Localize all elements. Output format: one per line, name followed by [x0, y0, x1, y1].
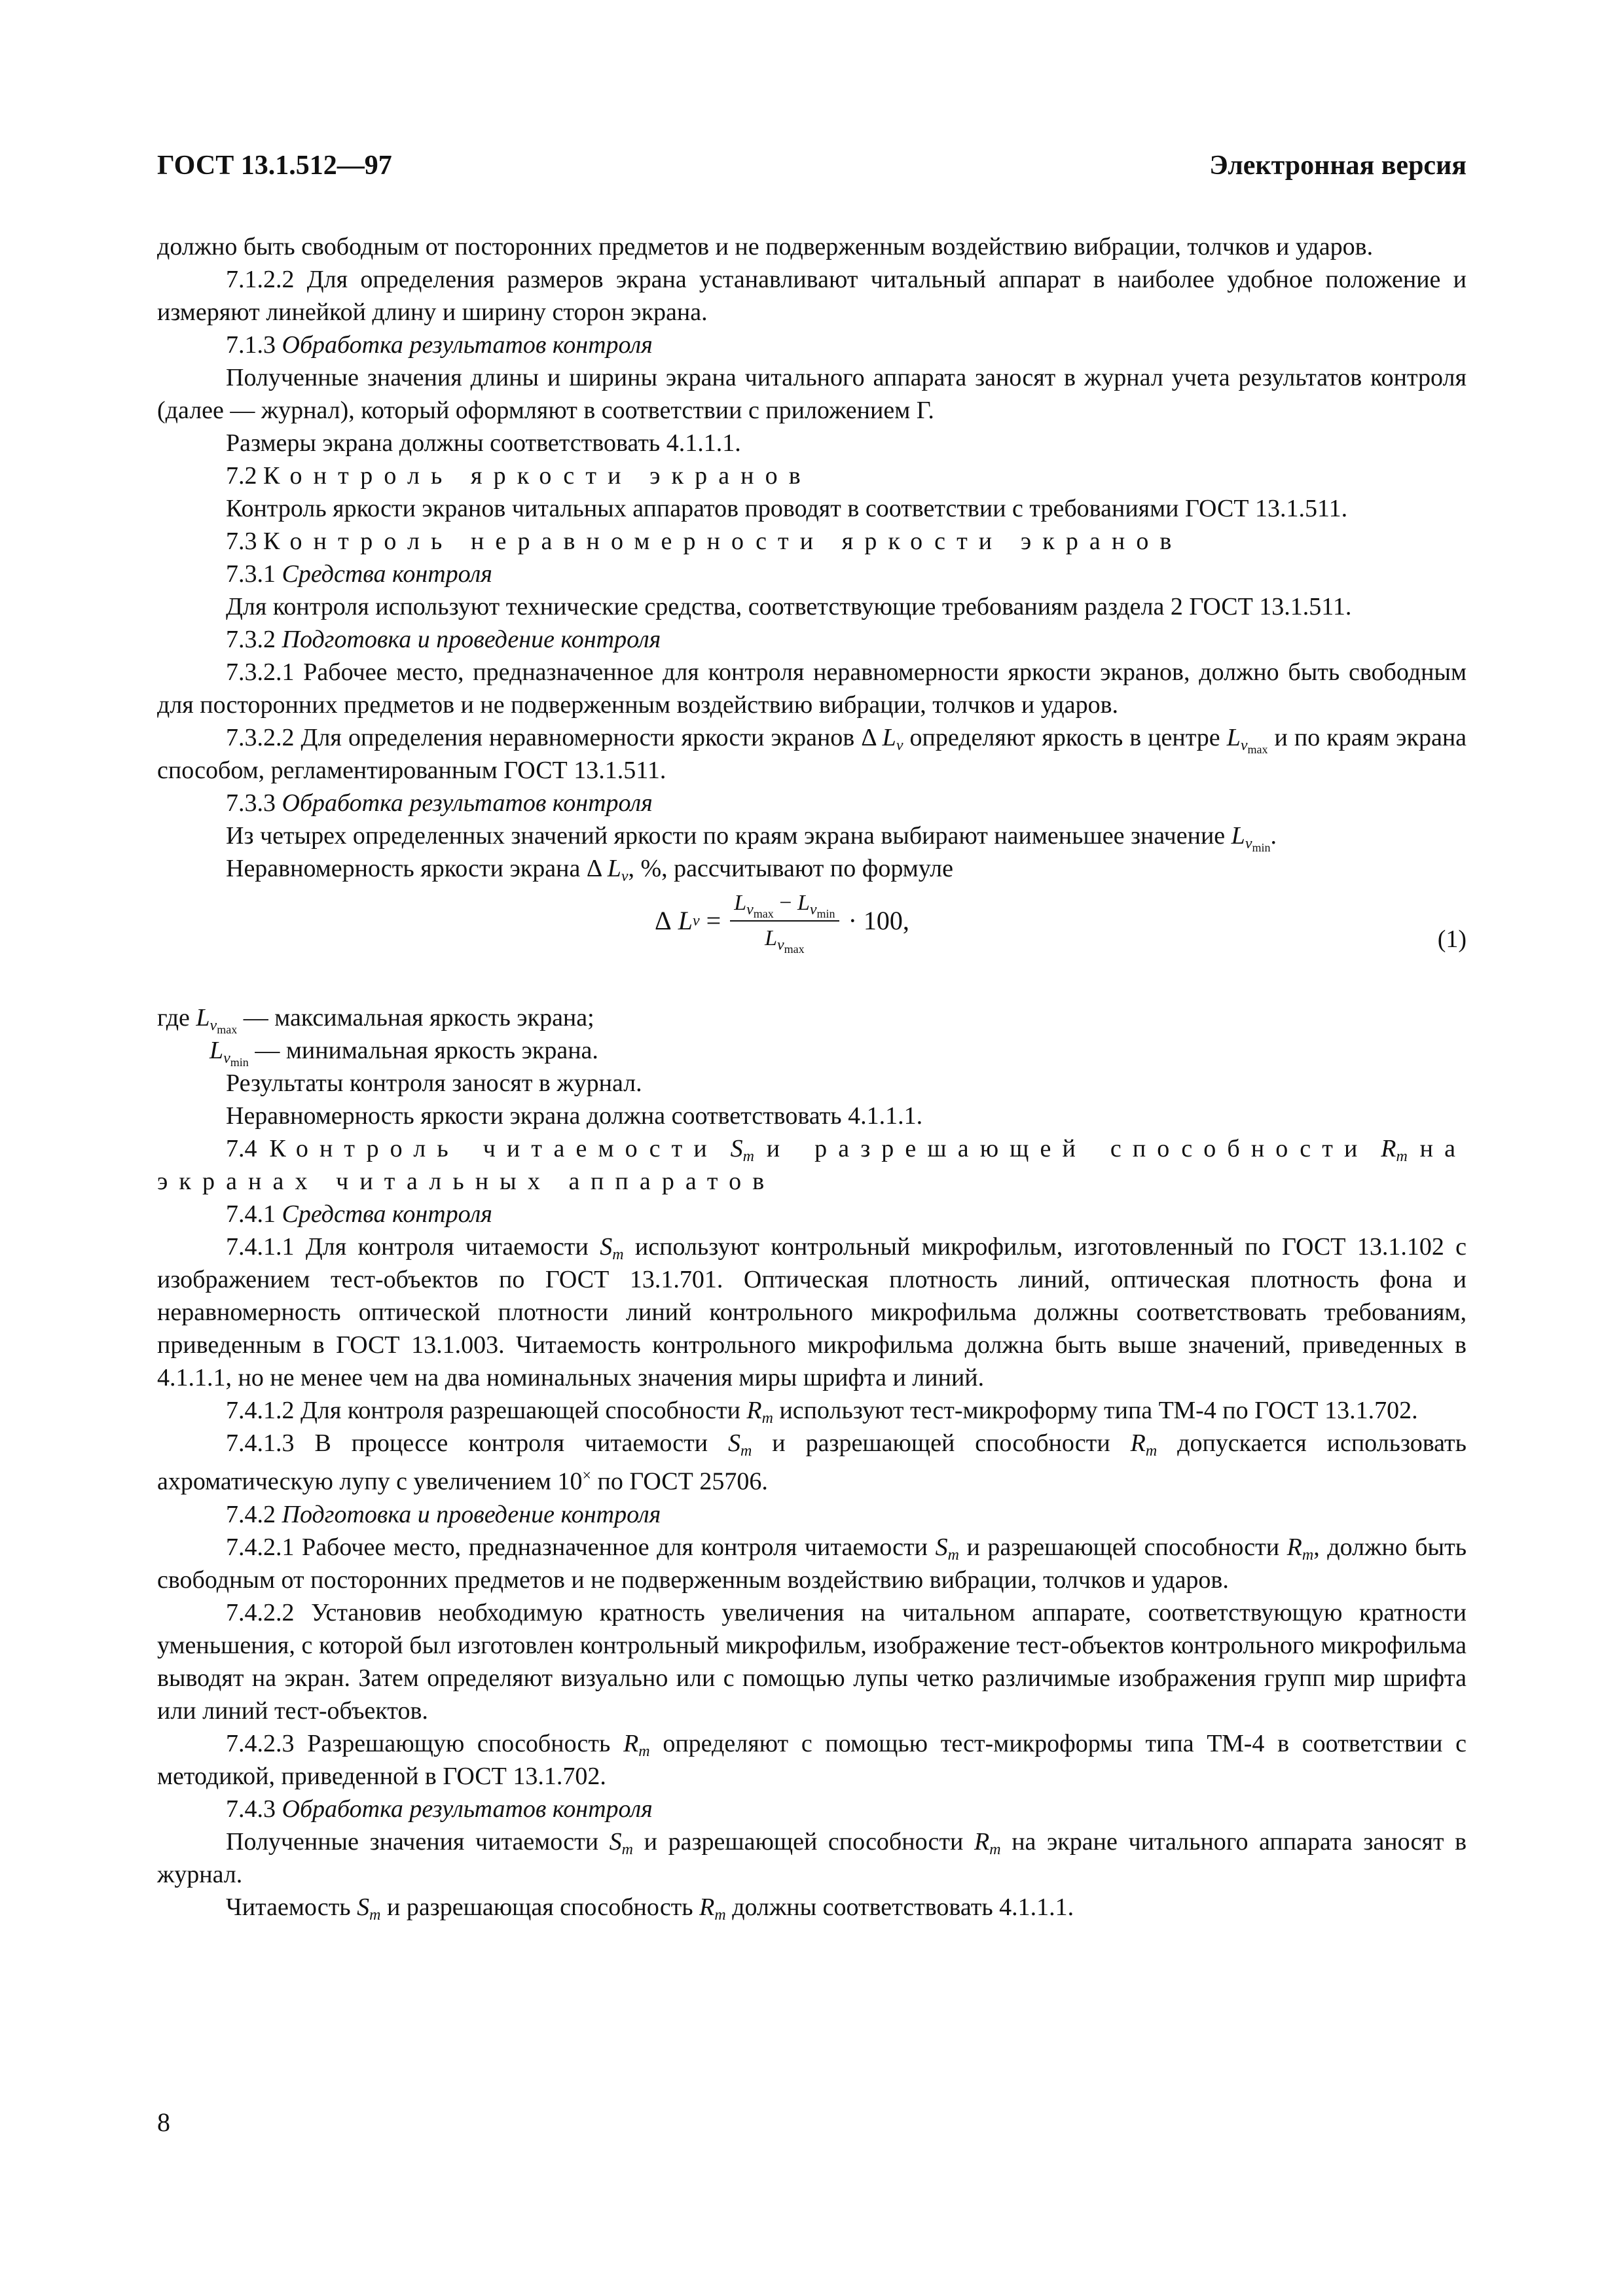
paragraph: 7.3.2.2 Для определения неравномерности яркости экранов Δ $L_v$ определяют яркость в центре $L_{v_{max}}$ и по краям экрана способом, регламентированным ГОСТ 13.1.511. — [157, 724, 1467, 784]
paragraph: Неравномерность яркости экрана Δ $L_v$, %, рассчитывают по формуле — [226, 855, 953, 885]
definition: $L_{v_{min}}$ — минимальная яркость экрана. — [210, 1037, 598, 1069]
paragraph: 7.4.2.1 Рабочее место, предназначенное для контроля читаемости $S_m$ и разрешающей способности $R_m$, должно быть свободным от посторонних предметов и не подверженным воздействию вибрации, толчков и ударов. — [157, 1533, 1467, 1594]
subsection-heading: 7.3.3 Обработка результатов контроля — [226, 789, 653, 817]
subsection-heading: 7.1.3 Обработка результатов контроля — [226, 331, 653, 359]
edition-label: Электронная версия — [1209, 151, 1467, 181]
equation-number: (1) — [1437, 925, 1467, 953]
numerator: $L_{v_{max}} - L_{v_{min}}$ — [730, 889, 839, 922]
formula-1 — [157, 885, 1467, 1001]
paragraph: 7.4.2.3 Разрешающую способность $R_m$ определяют с помощью тест-микроформы типа ТМ-4 в соответствии с методикой, приведенной в ГОСТ 13.1.702. — [157, 1729, 1467, 1790]
paragraph: Результаты контроля заносят в журнал. — [226, 1069, 642, 1097]
paragraph: 7.4.1.2 Для контроля разрешающей способности $R_m$ используют тест-микроформу типа ТМ-4 по ГОСТ 13.1.702. — [226, 1397, 1418, 1427]
formula-expression: Δ L v = $\frac{L_{v_{max}} - L_{v_{min}}}{L_{v_{max}}}$ · 100, — [655, 889, 909, 953]
paragraph: Из четырех определенных значений яркости по краям экрана выбирают наименьшее значение $L_{v_{min}}$. — [226, 822, 1277, 854]
paragraph: Контроль яркости экранов читальных аппаратов проводят в соответствии с требованиями ГОСТ 13.1.511. — [226, 495, 1348, 522]
denominator: $L_{v_{max}}$ — [765, 926, 805, 956]
subsection-heading: 7.3.1 Средства контроля — [226, 560, 492, 588]
paragraph: 7.4.2.2 Установив необходимую кратность увеличения на читальном аппарате, соответствующую кратности уменьшения, с которой был изготовлен контрольный микрофильм, изображение тест-объектов контрольного микрофильма выводят на экран. Затем определяют визуально или с помощью лупы четко различимые изображения групп мир шрифта или линий тест-объектов. — [157, 1598, 1467, 1725]
paragraph: Полученные значения длины и ширины экрана читального аппарата заносят в журнал учета результатов контроля (далее — журнал), который оформляют в соответствии с приложением Г. — [157, 364, 1467, 424]
definition: где $L_{v_{max}}$ — максимальная яркость экрана; — [157, 1004, 594, 1036]
paragraph: 7.1.2.2 Для определения размеров экрана устанавливают читальный аппарат в наиболее удобное положение и измеряют линейкой длину и ширину сторон экрана. — [157, 266, 1467, 326]
section-heading: 7.2 Контроль яркости экранов — [226, 462, 812, 490]
document-body — [157, 230, 1467, 1924]
subsection-heading: 7.4.3 Обработка результатов контроля — [226, 1795, 653, 1823]
paragraph: Размеры экрана должны соответствовать 4.1.1.1. — [226, 429, 741, 457]
subsection-heading: 7.4.1 Средства контроля — [226, 1200, 492, 1228]
section-heading: 7.3 Контроль неравномерности яркости экранов — [226, 528, 1183, 555]
paragraph: Читаемость $S_m$ и разрешающая способность $R_m$ должны соответствовать 4.1.1.1. — [226, 1893, 1074, 1924]
paragraph: Неравномерность яркости экрана должна соответствовать 4.1.1.1. — [226, 1102, 923, 1130]
page-number: 8 — [157, 2108, 170, 2137]
paragraph: 7.3.2.1 Рабочее место, предназначенное для контроля неравномерности яркости экранов, должно быть свободным для посторонних предметов и не подверженным воздействию вибрации, толчков и ударов. — [157, 658, 1467, 719]
paragraph: должно быть свободным от посторонних предметов и не подверженным воздействию вибрации, толчков и ударов. — [157, 233, 1374, 260]
standard-number: ГОСТ 13.1.512—97 — [157, 151, 392, 181]
paragraph: 7.4.1.3 В процессе контроля читаемости $S_m$ и разрешающей способности $R_m$ допускается использовать ахроматическую лупу с увеличением 10× по ГОСТ 25706. — [157, 1429, 1467, 1496]
paragraph: Полученные значения читаемости $S_m$ и разрешающей способности $R_m$ на экране читального аппарата заносят в журнал. — [157, 1827, 1467, 1888]
subsection-heading: 7.4.2 Подготовка и проведение контроля — [226, 1500, 661, 1528]
paragraph: Для контроля используют технические средства, соответствующие требованиям раздела 2 ГОСТ 13.1.511. — [226, 593, 1352, 620]
subsection-heading: 7.3.2 Подготовка и проведение контроля — [226, 626, 661, 653]
section-heading: 7.4 Контроль читаемости $S_m$ и разрешающей способности $R_m$ на экранах читальных аппаратов — [157, 1135, 1467, 1195]
fraction — [730, 889, 839, 956]
paragraph: 7.4.1.1 Для контроля читаемости $S_m$ используют контрольный микрофильм, изготовленный по ГОСТ 13.1.102 с изображением тест-объектов по ГОСТ 13.1.701. Оптическая плотность линий, оптическая плотность фона и неравномерность оптической плотности линий контрольного микрофильма должны соответствовать требованиям, приведенным в ГОСТ 13.1.003. Читаемость контрольного микрофильма должна быть выше значений, приведенных в 4.1.1.1, но не менее чем на два номинальных значения миры шрифта и линий. — [157, 1233, 1467, 1391]
